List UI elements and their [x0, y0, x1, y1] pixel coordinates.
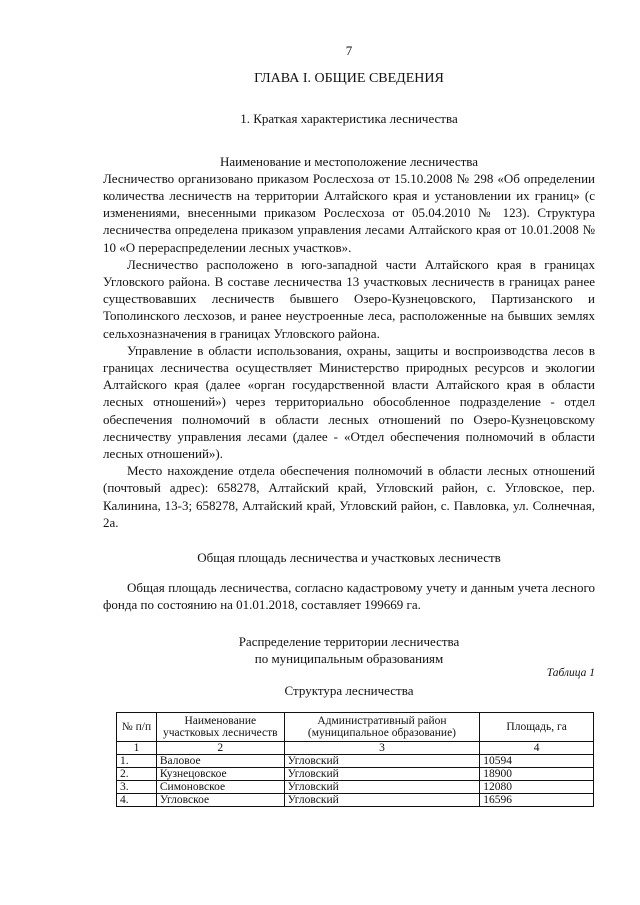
- subsection-location-heading: Наименование и местоположение лесничества: [219, 153, 479, 169]
- paragraph-management: Управление в области использования, охраны, защиты и воспроизводства лесов в границах лесничества осуществляет Министерство природных ресурсов и экологии Алтайского края (далее «орган государственной власти Алтайского края в области лесных отношений») через территориально обособленное подразделение - отдел обеспечения полномочий в области лесных отношений по Озеро-Кузнецовскому лесничеству управления лесами (далее - «Отдел обеспечения полномочий в области лесных отношений»).: [103, 342, 595, 462]
- paragraph-location: Лесничество расположено в юго-западной части Алтайского края в границах Угловского района. В составе лесничества 13 участковых лесничеств в границах ранее существовавших лесничеств бывшего Озеро-Кузнецовского, Партизанского и Тополинского лесхозов, и ранее неустроенные леса, расположенные на бывших землях сельхозназначения в границах Угловского района.: [103, 256, 595, 341]
- row-number: 3.: [117, 781, 157, 794]
- row-number: 1.: [117, 755, 157, 768]
- row-area: 18900: [480, 768, 594, 781]
- row-forestry-name: Валовое: [156, 755, 284, 768]
- table-column-number-row: [117, 742, 594, 755]
- column-number-cell: 2: [156, 742, 284, 755]
- row-forestry-name: Симоновское: [156, 781, 284, 794]
- header-district: Административный район (муниципальное образование): [284, 713, 480, 742]
- header-forestry-name: Наименование участковых лесничеств: [156, 713, 284, 742]
- row-district: Угловский: [284, 768, 480, 781]
- table-title: Структура лесничества: [284, 683, 414, 699]
- header-area: Площадь, га: [480, 713, 594, 742]
- row-district: Угловский: [284, 755, 480, 768]
- row-number: 4.: [117, 794, 157, 807]
- row-area: 10594: [480, 755, 594, 768]
- row-district: Угловский: [284, 781, 480, 794]
- row-district: Угловский: [284, 794, 480, 807]
- table-row: [117, 794, 594, 807]
- table-header-row: [117, 713, 594, 742]
- table-row: [117, 781, 594, 794]
- paragraph-organization: Лесничество организовано приказом Рослесхоза от 15.10.2008 № 298 «Об определении количества лесничеств на территории Алтайского края и установлении их границ» (с изменениями, внесенными приказом Рослесхоза от 05.04.2010 № 123). Структура лесничества определена приказом управления лесами Алтайского края от 10.01.2008 № 10 «О перераспределении лесных участков».: [103, 170, 595, 255]
- structure-table: [116, 712, 594, 807]
- row-area: 12080: [480, 781, 594, 794]
- subsection-area-heading: Общая площадь лесничества и участковых лесничеств: [197, 550, 501, 566]
- distribution-caption-line2: по муниципальным образованиям: [254, 650, 444, 666]
- column-number-cell: 1: [117, 742, 157, 755]
- column-number-cell: 3: [284, 742, 480, 755]
- table-row: [117, 768, 594, 781]
- distribution-caption-line1: Распределение территории лесничества: [238, 633, 460, 649]
- table-number: Таблица 1: [546, 667, 595, 680]
- section-title: 1. Краткая характеристика лесничества: [240, 111, 458, 127]
- paragraph-total-area: Общая площадь лесничества, согласно кадастровому учету и данным учета лесного фонда по состоянию на 01.01.2018, составляет 199669 га.: [103, 580, 595, 613]
- column-number-cell: 4: [480, 742, 594, 755]
- table-row: [117, 755, 594, 768]
- row-forestry-name: Угловское: [156, 794, 284, 807]
- chapter-title: ГЛАВА I. ОБЩИЕ СВЕДЕНИЯ: [254, 71, 444, 87]
- paragraph-address: Место нахождение отдела обеспечения полномочий в области лесных отношений (почтовый адрес): 658278, Алтайский край, Угловский район, с. Угловское, пер. Калинина, 13-3; 658278, Алтайский край, Угловский район, с. Павловка, ул. Солнечная, 2а.: [103, 463, 595, 530]
- header-number: № п/п: [117, 713, 157, 742]
- page-number: 7: [345, 43, 353, 58]
- row-number: 2.: [117, 768, 157, 781]
- row-area: 16596: [480, 794, 594, 807]
- row-forestry-name: Кузнецовское: [156, 768, 284, 781]
